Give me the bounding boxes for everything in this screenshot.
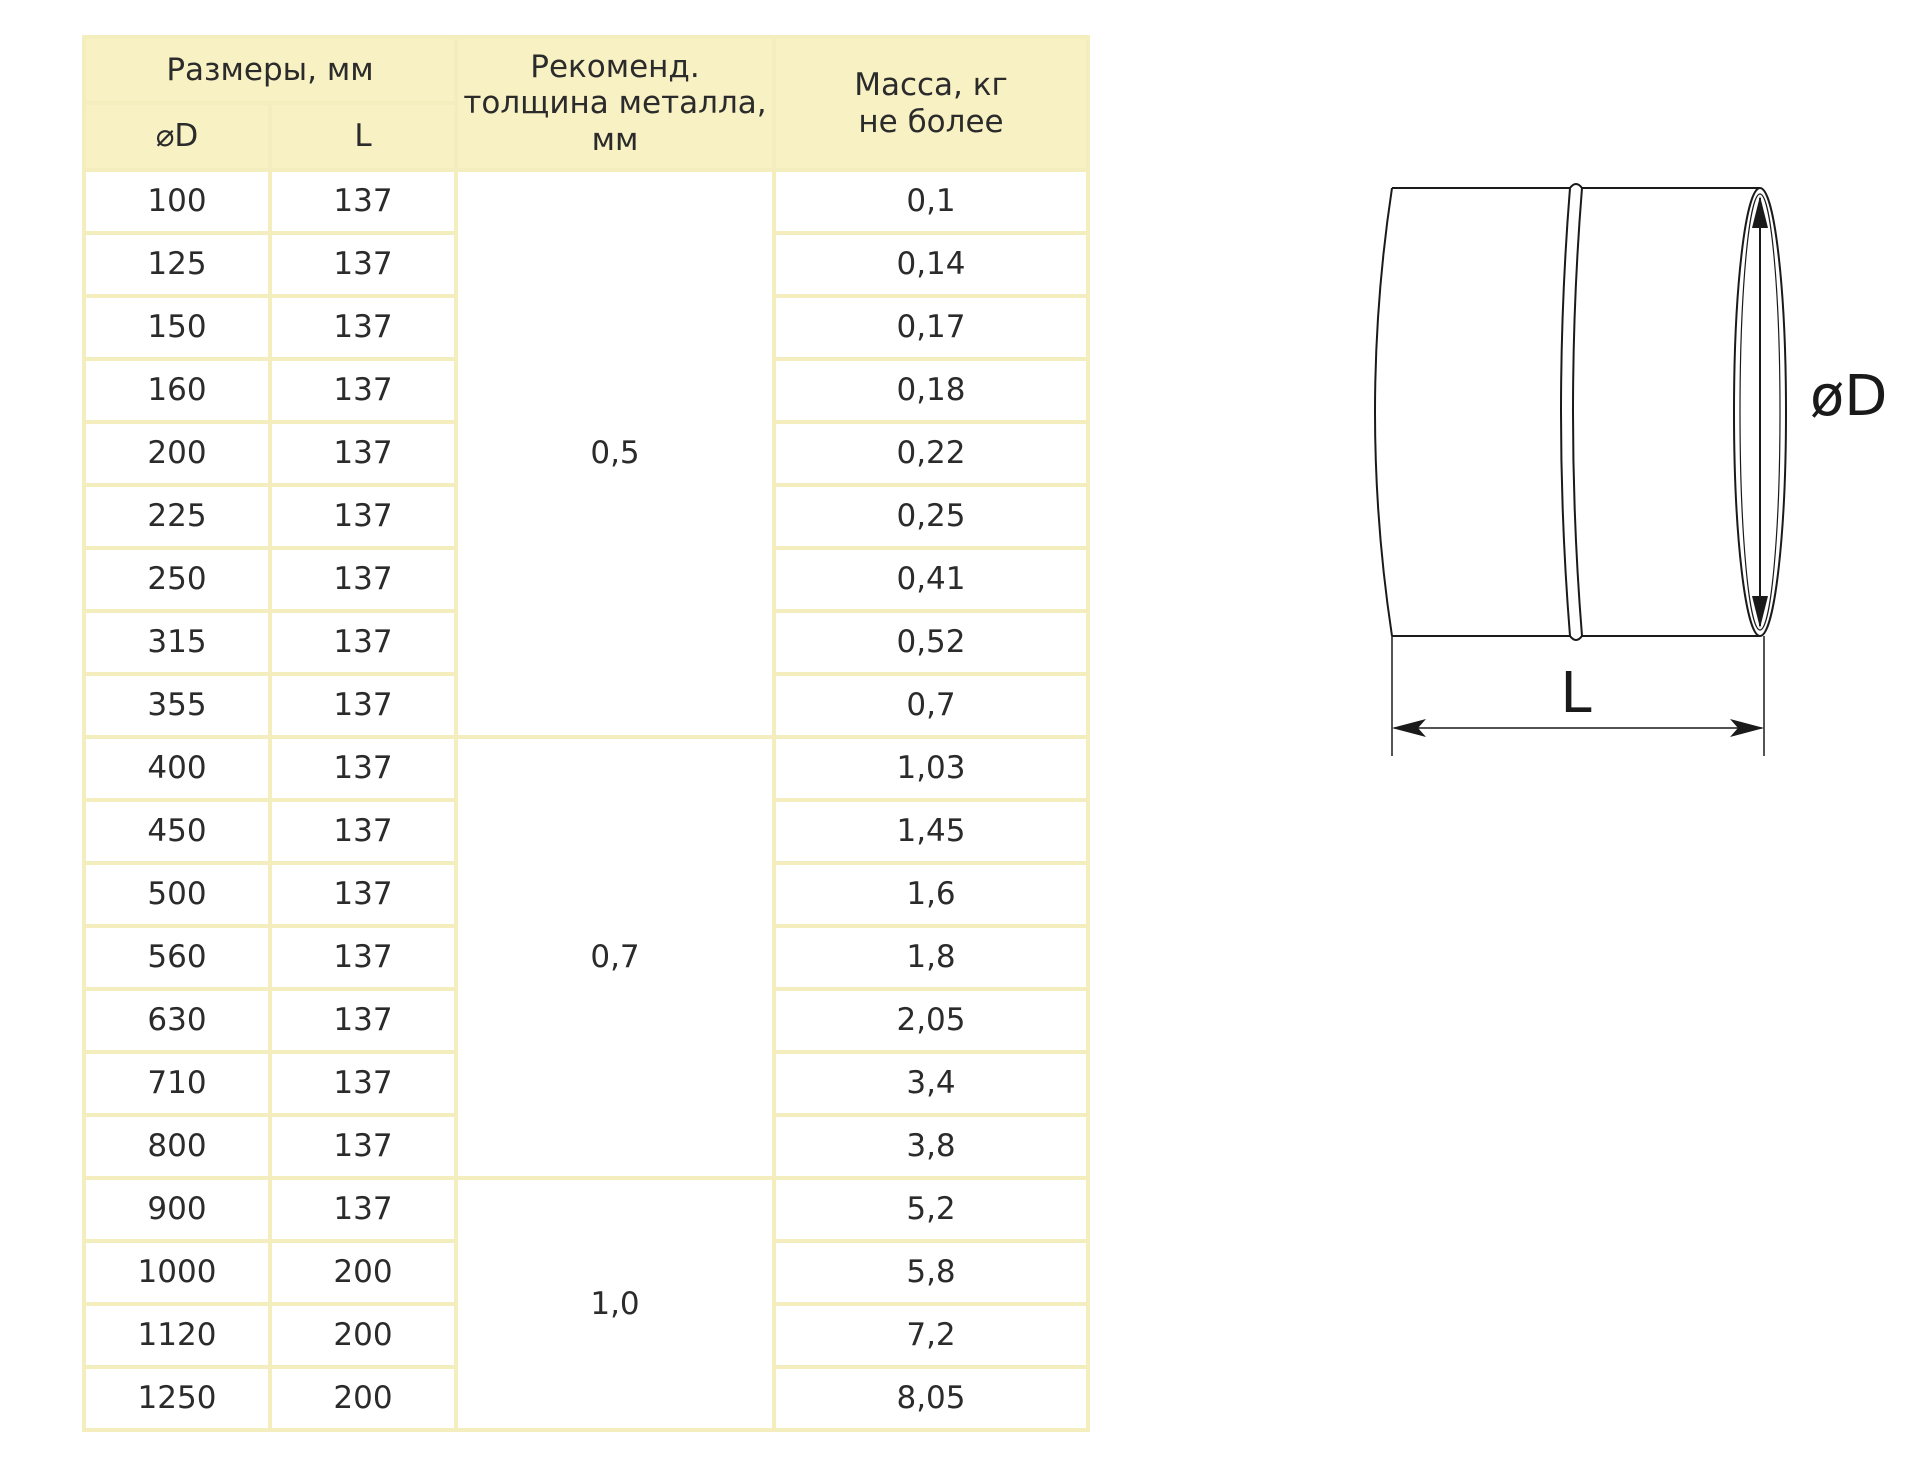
cell-diameter: 200 [86,424,272,487]
cell-length: 137 [272,676,458,739]
cell-diameter: 710 [86,1054,272,1117]
table-row [86,1180,1090,1243]
cell-length: 137 [272,550,458,613]
cell-mass: 8,05 [776,1369,1090,1432]
header-length: L [272,105,458,172]
cell-thickness: 0,7 [458,739,776,1180]
groove-right [1573,188,1582,636]
cell-diameter: 100 [86,172,272,235]
cell-mass: 3,4 [776,1054,1090,1117]
header-mass [776,39,1090,172]
table-body [86,172,1090,1432]
cell-diameter: 250 [86,550,272,613]
cell-length: 137 [272,1117,458,1180]
cell-diameter: 125 [86,235,272,298]
cell-mass: 1,8 [776,928,1090,991]
cell-diameter: 150 [86,298,272,361]
cell-diameter: 450 [86,802,272,865]
cell-diameter: 160 [86,361,272,424]
cell-mass: 0,22 [776,424,1090,487]
cell-diameter: 560 [86,928,272,991]
cell-length: 137 [272,298,458,361]
length-label: L [1560,661,1592,726]
diameter-label: øD [1810,364,1888,429]
cell-diameter: 500 [86,865,272,928]
header-sizes: Размеры, мм [86,39,458,105]
cell-length: 200 [272,1369,458,1432]
cell-length: 137 [272,739,458,802]
cell-mass: 1,45 [776,802,1090,865]
header-thickness-line3: мм [591,121,639,158]
cell-length: 137 [272,1054,458,1117]
cell-mass: 0,14 [776,235,1090,298]
cell-length: 137 [272,991,458,1054]
cell-length: 200 [272,1306,458,1369]
cell-mass: 0,1 [776,172,1090,235]
cell-diameter: 1250 [86,1369,272,1432]
cell-diameter: 315 [86,613,272,676]
cell-length: 200 [272,1243,458,1306]
cell-mass: 5,8 [776,1243,1090,1306]
cell-length: 137 [272,172,458,235]
cell-diameter: 1120 [86,1306,272,1369]
cell-length: 137 [272,235,458,298]
cell-diameter: 355 [86,676,272,739]
cell-length: 137 [272,424,458,487]
groove-bottom [1570,636,1582,640]
cell-diameter: 900 [86,1180,272,1243]
header-thickness [458,39,776,172]
groove-top [1570,184,1582,188]
cell-thickness: 0,5 [458,172,776,739]
left-section-outline [1375,188,1570,636]
cell-length: 137 [272,613,458,676]
cell-diameter: 1000 [86,1243,272,1306]
cell-mass: 0,7 [776,676,1090,739]
cell-mass: 5,2 [776,1180,1090,1243]
cell-mass: 0,41 [776,550,1090,613]
cell-thickness: 1,0 [458,1180,776,1432]
cell-mass: 0,17 [776,298,1090,361]
table-row [86,739,1090,802]
cell-mass: 2,05 [776,991,1090,1054]
cell-diameter: 800 [86,1117,272,1180]
cell-length: 137 [272,928,458,991]
cell-mass: 1,03 [776,739,1090,802]
cell-length: 137 [272,487,458,550]
cell-mass: 7,2 [776,1306,1090,1369]
cell-length: 137 [272,865,458,928]
coupling-drawing [1330,170,1910,770]
header-thickness-line2: толщина металла, [463,85,767,122]
header-thickness-line1: Рекоменд. [530,48,700,85]
groove-left [1561,188,1570,636]
cell-diameter: 400 [86,739,272,802]
header-diameter: ⌀D [86,105,272,172]
table-row [86,172,1090,235]
cell-length: 137 [272,361,458,424]
cell-diameter: 225 [86,487,272,550]
cell-mass: 0,25 [776,487,1090,550]
spec-table [82,35,1090,1432]
header-mass-line2: не более [858,103,1004,140]
cell-mass: 3,8 [776,1117,1090,1180]
cell-mass: 0,18 [776,361,1090,424]
cell-length: 137 [272,802,458,865]
cell-diameter: 630 [86,991,272,1054]
cell-mass: 0,52 [776,613,1090,676]
header-mass-line1: Масса, кг [854,66,1008,103]
cell-length: 137 [272,1180,458,1243]
cell-mass: 1,6 [776,865,1090,928]
